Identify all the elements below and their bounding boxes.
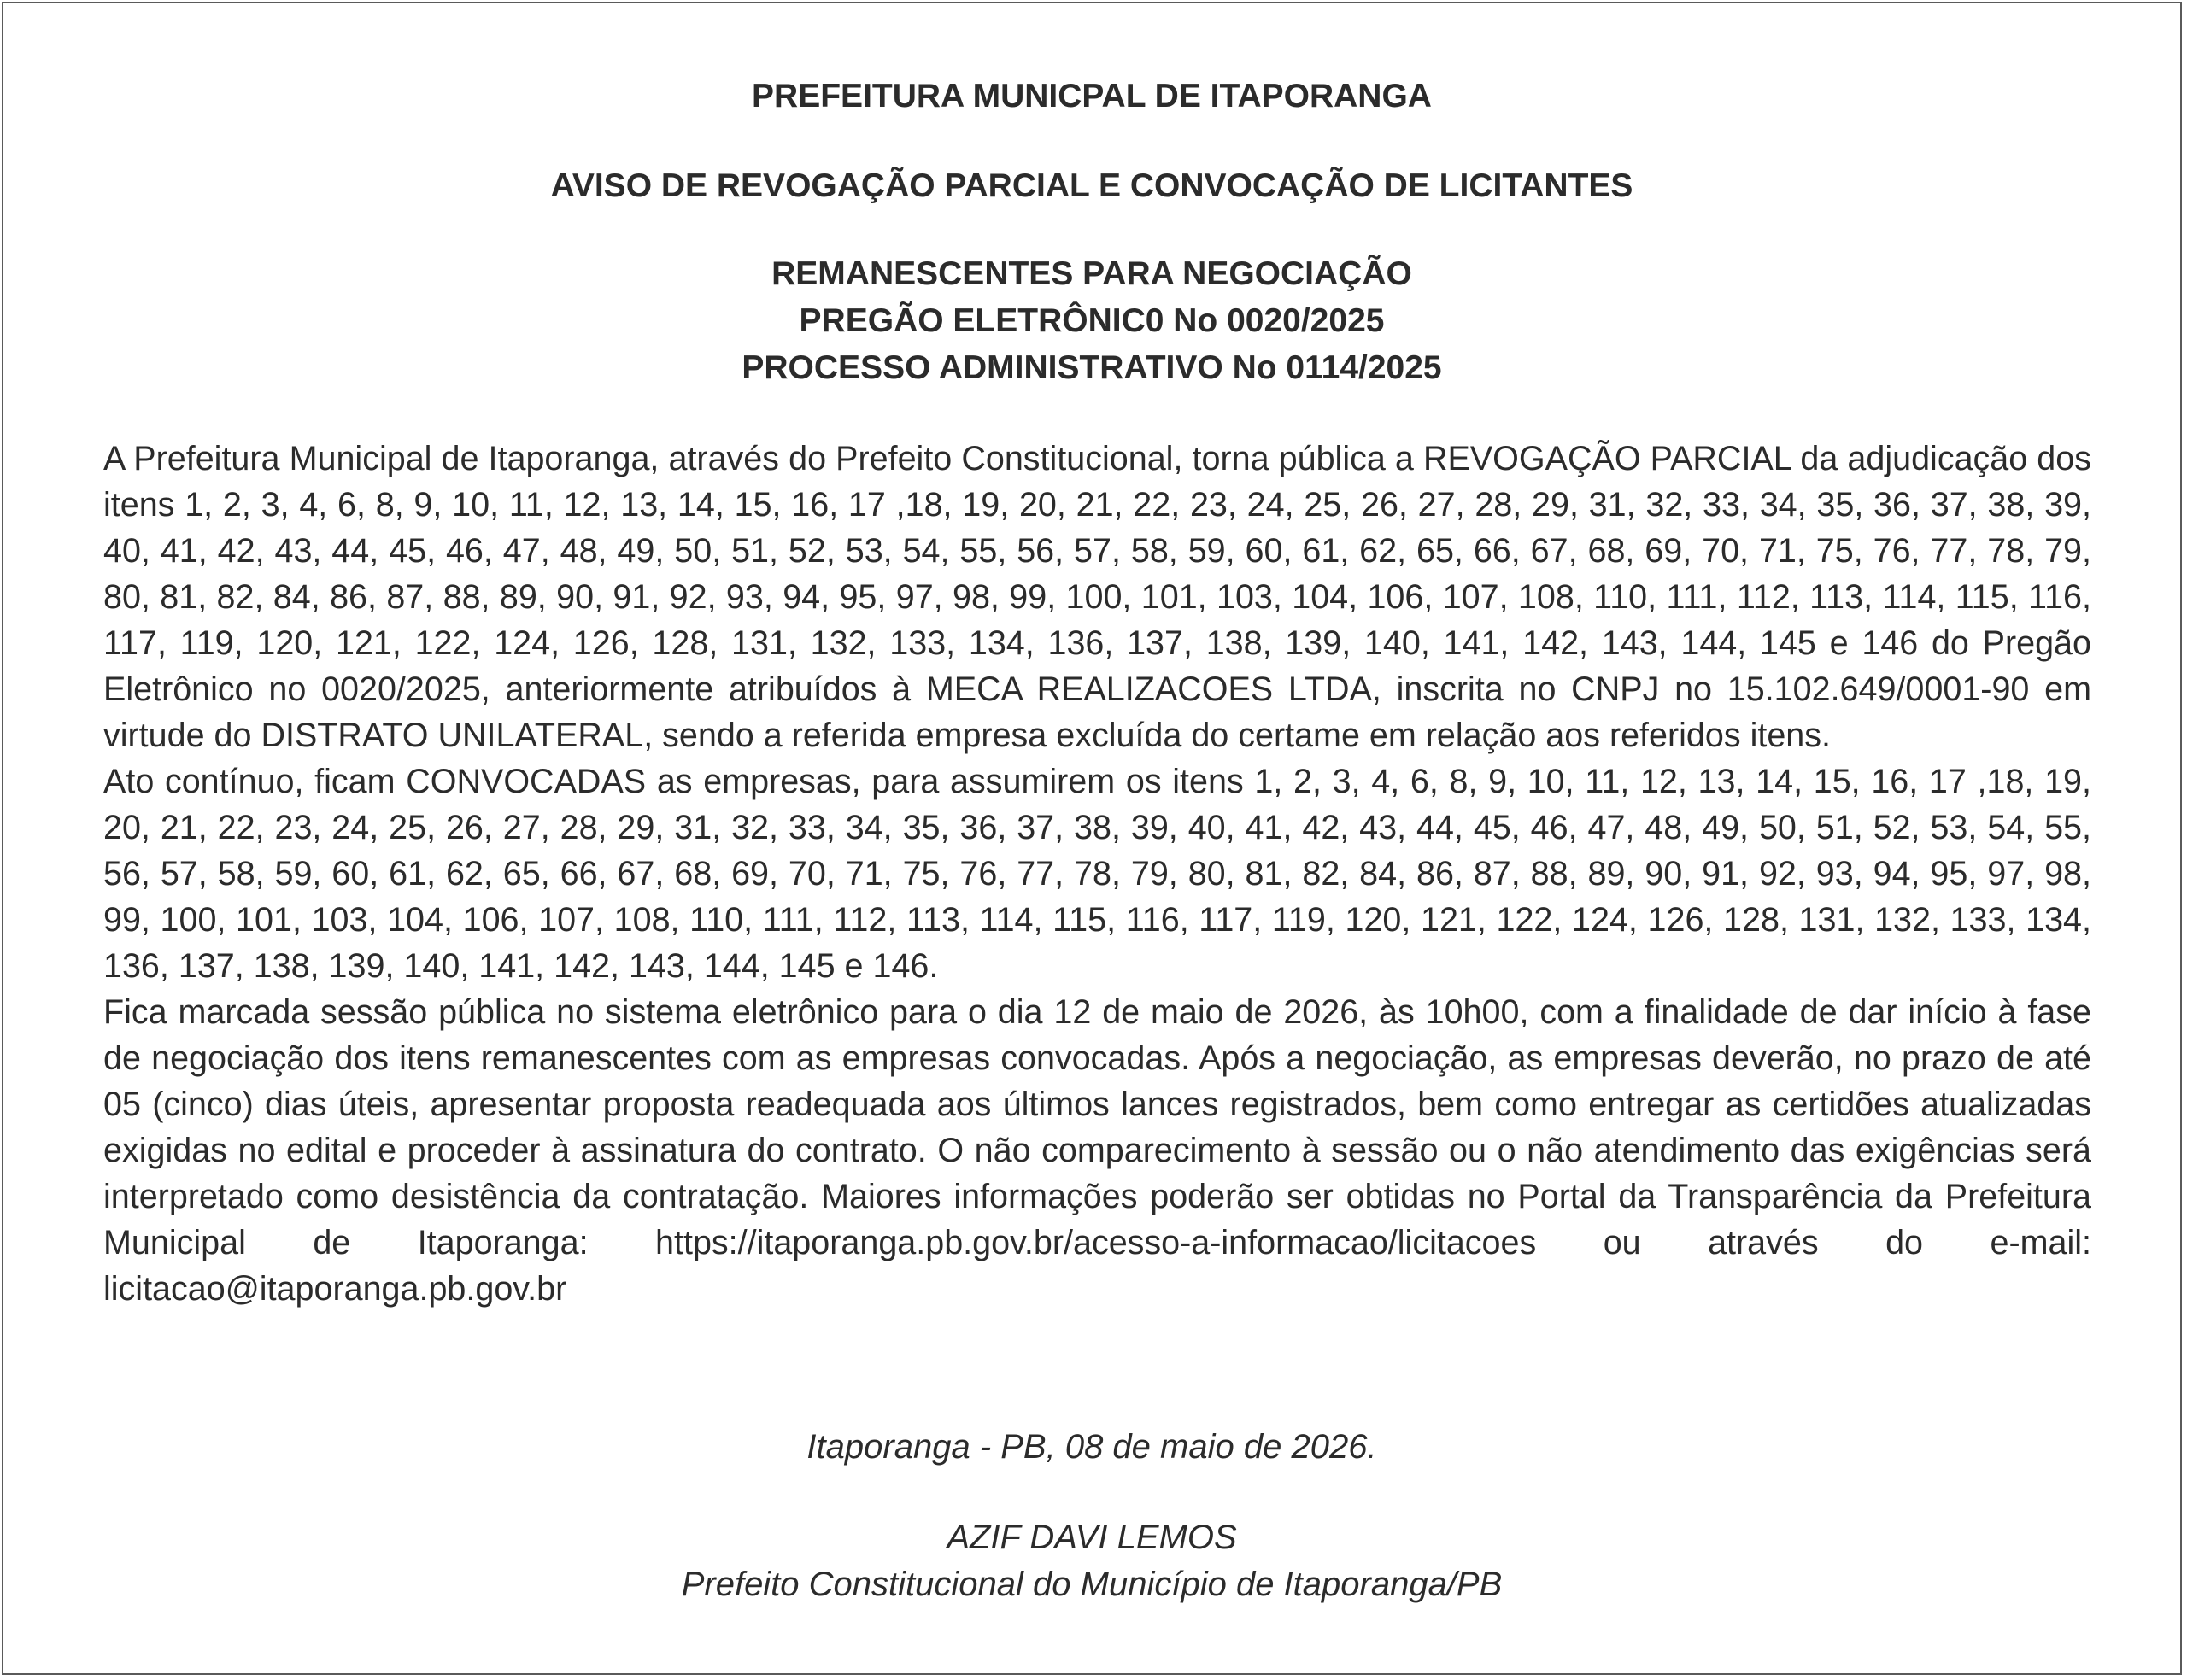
place-and-date: Itaporanga - PB, 08 de maio de 2026.: [806, 1428, 1377, 1466]
revocation-paragraph: A Prefeitura Municipal de Itaporanga, através do Prefeito Constitucional, torna pública a REVOGAÇÃO PARCIAL da adjudicação dos itens 1, 2, 3, 4, 6, 8, 9, 10, 11, 12, 13, 14, 15, 16, 17 ,18, 19, 20, 21, 22, 23, 24, 25, 26, 27, 28, 29, 31, 32, 33, 34, 35, 36, 37, 38, 39, 40, 41, 42, 43, 44, 45, 46, 47, 48, 49, 50, 51, 52, 53, 54, 55, 56, 57, 58, 59, 60, 61, 62, 65, 66, 67, 68, 69, 70, 71, 75, 76, 77, 78, 79, 80, 81, 82, 84, 86, 87, 88, 89, 90, 91, 92, 93, 94, 95, 97, 98, 99, 100, 101, 103, 104, 106, 107, 108, 110, 111, 112, 113, 114, 115, 116, 117, 119, 120, 121, 122, 124, 126, 128, 131, 132, 133, 134, 136, 137, 138, 139, 140, 141, 142, 143, 144, 145 e 146 do Pregão Eletrônico no 0020/2025, anteriormente atribuídos à MECA REALIZACOES LTDA, inscrita no CNPJ no 15.102.649/0001-90 em virtude do DISTRATO UNILATERAL, sendo a referida empresa excluída do certame em relação aos referidos itens.: [103, 440, 2091, 754]
convocation-paragraph: Ato contínuo, ficam CONVOCADAS as empresas, para assumirem os itens 1, 2, 3, 4, 6, 8, 9, 10, 11, 12, 13, 14, 15, 16, 17 ,18, 19, 20, 21, 22, 23, 24, 25, 26, 27, 28, 29, 31, 32, 33, 34, 35, 36, 37, 38, 39, 40, 41, 42, 43, 44, 45, 46, 47, 48, 49, 50, 51, 52, 53, 54, 55, 56, 57, 58, 59, 60, 61, 62, 65, 66, 67, 68, 69, 70, 71, 75, 76, 77, 78, 79, 80, 81, 82, 84, 86, 87, 88, 89, 90, 91, 92, 93, 94, 95, 97, 98, 99, 100, 101, 103, 104, 106, 107, 108, 110, 111, 112, 113, 114, 115, 116, 117, 119, 120, 121, 122, 124, 126, 128, 131, 132, 133, 134, 136, 137, 138, 139, 140, 141, 142, 143, 144, 145 e 146.: [103, 763, 2091, 985]
auction-number: PREGÃO ELETRÔNIC0 No 0020/2025: [799, 302, 1385, 339]
notice-body: [103, 436, 2091, 1312]
process-number: PROCESSO ADMINISTRATIVO No 0114/2025: [742, 349, 1442, 386]
municipality-title: PREFEITURA MUNICPAL DE ITAPORANGA: [752, 78, 1432, 114]
notice-subtitle: REMANESCENTES PARA NEGOCIAÇÃO: [771, 255, 1412, 292]
signer-role: Prefeito Constitucional do Município de Itaporanga/PB: [681, 1566, 1503, 1603]
notice-frame: [2, 2, 2182, 1675]
notice-title: AVISO DE REVOGAÇÃO PARCIAL E CONVOCAÇÃO DE LICITANTES: [550, 167, 1633, 204]
session-paragraph: Fica marcada sessão pública no sistema eletrônico para o dia 12 de maio de 2026, às 10h00, com a finalidade de dar início à fase de negociação dos itens remanescentes com as empresas convocadas. Após a negociação, as empresas deverão, no prazo de até 05 (cinco) dias úteis, apresentar proposta readequada aos últimos lances registrados, bem como entregar as certidões atualizadas exigidas no edital e proceder à assinatura do contrato. O não comparecimento à sessão ou o não atendimento das exigências será interpretado como desistência da contratação. Maiores informações poderão ser obtidas no Portal da Transparência da Prefeitura Municipal de Itaporanga: https://itaporanga.pb.gov.br/acesso-a-informacao/licitacoes ou através do e-mail: licitacao@itaporanga.pb.gov.br: [103, 993, 2091, 1308]
signer-name: AZIF DAVI LEMOS: [947, 1519, 1237, 1556]
